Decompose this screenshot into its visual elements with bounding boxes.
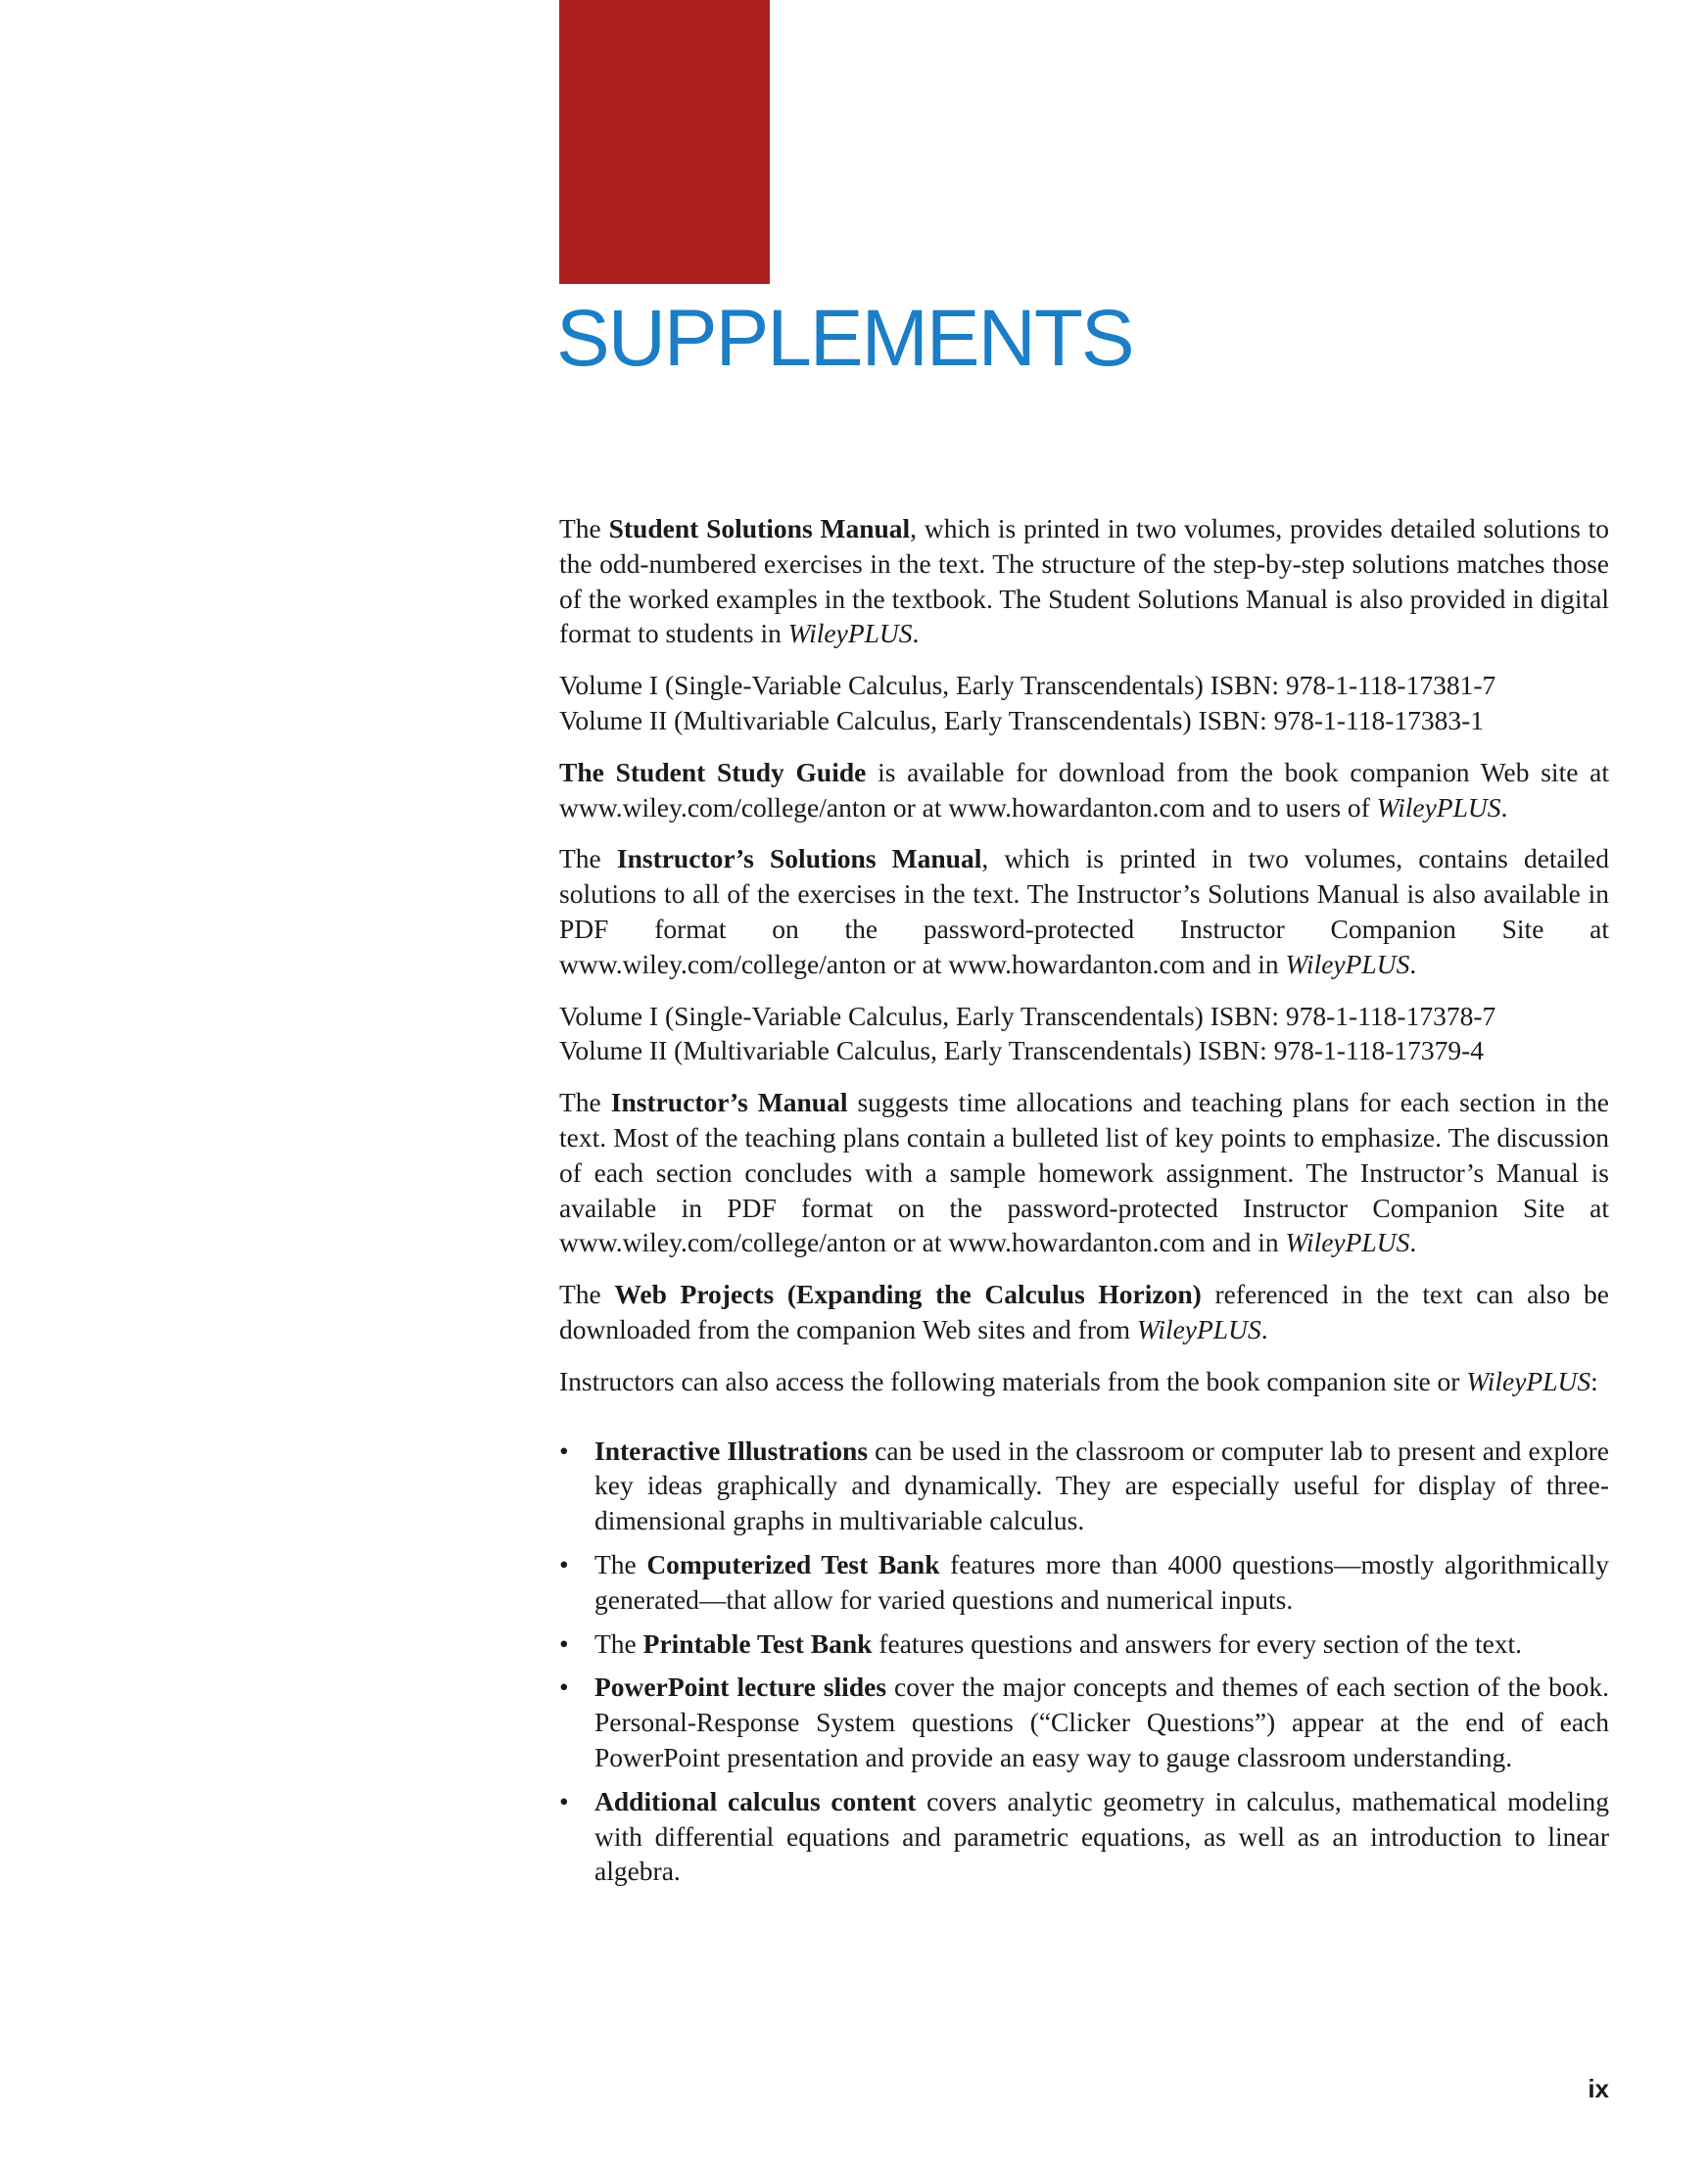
bullet-icon: • xyxy=(559,1548,569,1579)
list-item xyxy=(559,1547,1609,1618)
instructor-isbn-volume-1: Volume I (Single-Variable Calculus, Early Transcendentals) ISBN: 978-1-118-17378-7 xyxy=(559,1000,1496,1031)
wileyplus-name: WileyPLUS xyxy=(1376,791,1501,823)
instructor-manual-title: Instructor’s Manual xyxy=(610,1087,848,1118)
student-solutions-paragraph xyxy=(559,511,1609,651)
student-study-guide-title: The Student Study Guide xyxy=(559,756,867,787)
student-solutions-manual-title: Student Solutions Manual xyxy=(608,513,911,543)
page-title: SUPPLEMENTS xyxy=(556,294,1133,383)
paragraph-lead: The xyxy=(559,1279,615,1310)
wileyplus-name: WileyPLUS xyxy=(1285,1227,1410,1258)
paragraph-end: . xyxy=(1409,948,1417,979)
wileyplus-name: WileyPLUS xyxy=(1466,1365,1591,1396)
instructor-materials-list xyxy=(559,1434,1609,1890)
paragraph-end: . xyxy=(1409,1227,1417,1258)
instructor-isbn-list xyxy=(559,999,1609,1069)
page-number: ix xyxy=(1588,2074,1609,2103)
chapter-accent-block xyxy=(559,0,770,284)
instructor-solutions-paragraph xyxy=(559,841,1609,981)
item-text: covers analytic geometry in calculus, mathematical modeling with differential equations and parametric equations, as well as an introduction to linear algebra. xyxy=(594,1785,1609,1887)
bullet-icon: • xyxy=(559,1627,569,1659)
item-lead: The xyxy=(594,1548,647,1579)
paragraph-lead: The xyxy=(559,1087,611,1118)
list-item xyxy=(559,1670,1609,1774)
paragraph-lead: The xyxy=(559,843,617,874)
paragraph-end: . xyxy=(1260,1313,1268,1344)
paragraph-text: , which is printed in two volumes, provides detailed solutions to the odd-numbered exercises in the text. The structure of the step-by-step solutions matches those of the worked examples in the textbook. The Student Solutions Manual is also provided in digital format to students in xyxy=(559,513,1609,649)
student-isbn-volume-2: Volume II (Multivariable Calculus, Early Transcendentals) ISBN: 978-1-118-17383-1 xyxy=(559,704,1485,735)
paragraph-text: suggests time allocations and teaching plans for each section in the text. Most of the teaching plans contain a bulleted list of key points to emphasize. The discussion of each section concludes with a sample homework assignment. The Instructor’s Manual is available in PDF format on the password-protected Instructor Companion Site at www.wiley.com/college/anton or at www.howardanton.com and in xyxy=(559,1087,1609,1258)
item-title: PowerPoint lecture slides xyxy=(594,1672,887,1703)
item-text: cover the major concepts and themes of each section of the book. Personal-Response System questions (“Clicker Questions”) appear at the end of each PowerPoint presentation and provide an easy way to gauge classroom understanding. xyxy=(594,1672,1609,1772)
student-isbn-volume-1: Volume I (Single-Variable Calculus, Early Transcendentals) ISBN: 978-1-118-17381-7 xyxy=(559,670,1496,701)
list-item xyxy=(559,1434,1609,1538)
wileyplus-name: WileyPLUS xyxy=(1285,948,1410,979)
list-item xyxy=(559,1626,1609,1662)
instructor-manual-paragraph xyxy=(559,1085,1609,1260)
bullet-icon: • xyxy=(559,1435,569,1466)
study-guide-paragraph xyxy=(559,755,1609,825)
list-item xyxy=(559,1784,1609,1889)
instructors-access-paragraph xyxy=(559,1364,1609,1399)
wileyplus-name: WileyPLUS xyxy=(1136,1313,1261,1344)
web-projects-title: Web Projects (Expanding the Calculus Horizon) xyxy=(614,1279,1202,1310)
supplements-body xyxy=(559,511,1609,1898)
item-text: features questions and answers for every section of the text. xyxy=(872,1627,1523,1659)
bullet-icon: • xyxy=(559,1672,569,1703)
item-text: can be used in the classroom or computer lab to present and explore key ideas graphically and dynamically. They are especially useful for display of three-dimensional graphs in multivariable calculus. xyxy=(594,1435,1609,1536)
item-title: Interactive Illustrations xyxy=(594,1435,869,1466)
student-isbn-list xyxy=(559,668,1609,738)
wileyplus-name: WileyPLUS xyxy=(787,618,913,649)
paragraph-end: : xyxy=(1590,1365,1598,1396)
instructor-isbn-volume-2: Volume II (Multivariable Calculus, Early Transcendentals) ISBN: 978-1-118-17379-4 xyxy=(559,1035,1485,1066)
web-projects-paragraph xyxy=(559,1277,1609,1347)
item-title: Computerized Test Bank xyxy=(646,1548,940,1579)
item-title: Printable Test Bank xyxy=(642,1627,873,1659)
paragraph-text: Instructors can also access the following materials from the book companion site or xyxy=(559,1365,1467,1396)
bullet-icon: • xyxy=(559,1785,569,1816)
paragraph-end: . xyxy=(1500,791,1508,823)
paragraph-text: , which is printed in two volumes, contains detailed solutions to all of the exercises in the text. The Instructor’s Solutions Manual is also available in PDF format on the password-protected Instructor Companion Site at www.wiley.com/college/anton or at www.howardanton.com and in xyxy=(559,843,1609,979)
instructor-solutions-manual-title: Instructor’s Solutions Manual xyxy=(616,843,982,874)
paragraph-lead: The xyxy=(559,513,609,543)
item-lead: The xyxy=(594,1627,643,1659)
paragraph-end: . xyxy=(912,618,920,649)
item-text: features more than 4000 questions—mostly algorithmically generated—that allow for varied questions and numerical inputs. xyxy=(594,1548,1609,1615)
item-title: Additional calculus content xyxy=(594,1785,917,1816)
paragraph-text: is available for download from the book companion Web site at www.wiley.com/college/anton or at www.howardanton.com and to users of xyxy=(559,756,1610,823)
paragraph-text: referenced in the text can also be downloaded from the companion Web sites and from xyxy=(559,1279,1609,1344)
